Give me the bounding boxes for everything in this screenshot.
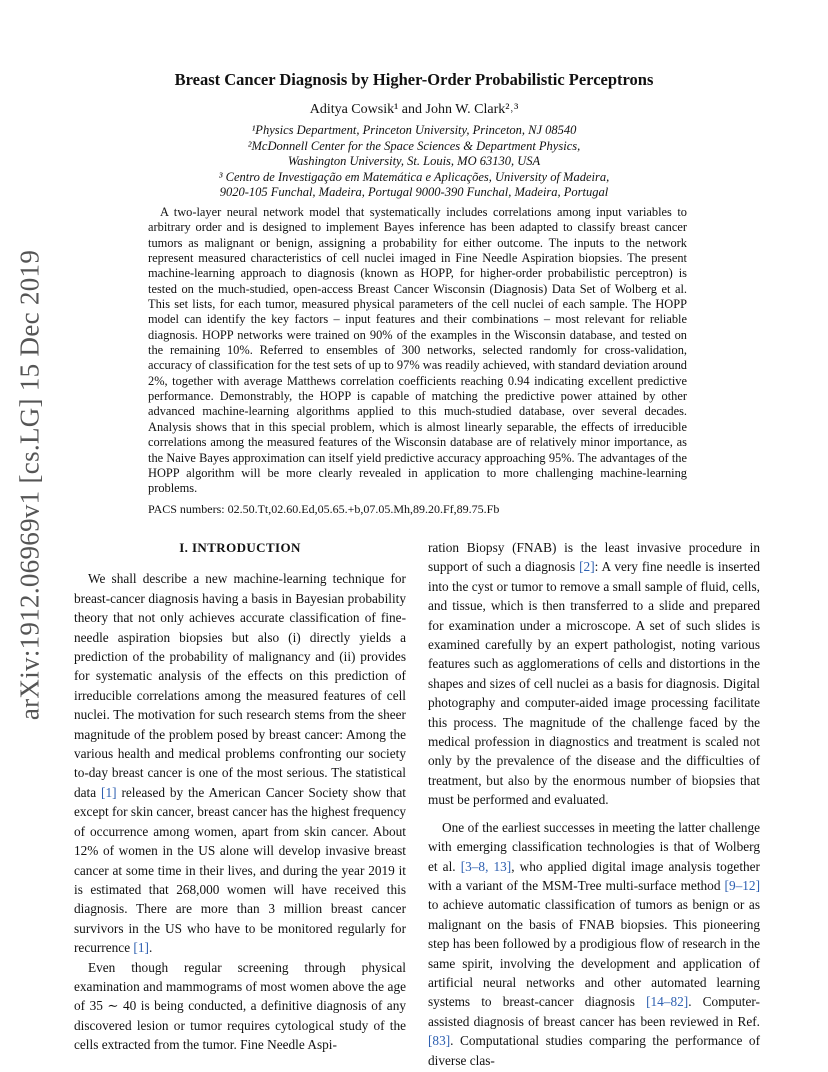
author-list: Aditya Cowsik¹ and John W. Clark²˒³: [309, 102, 519, 117]
affiliations: [120, 123, 708, 201]
right-column: [428, 538, 760, 1070]
paragraph: [428, 538, 760, 810]
paragraph-text: We shall describe a new machine-learning technique for breast-cancer diagnosis having a basis in Bayesian probability theory that not only achieves accurate classification of fine-needle aspiration biopsies but also (i) directly yields a prediction of the probability of malignancy and (ii) provides for systematic analysis of the effects on this prediction of irreducible correlations among the measured features of cell nuclei. The motivation for such research stems from the sheer magnitude of the problem posed by breast cancer: Among the various health and medical problems confronting our society to-day breast cancer is one of the most serious. The statistical data: [74, 571, 406, 800]
affiliation-line: ¹Physics Department, Princeton University, Princeton, NJ 08540: [251, 123, 577, 137]
citation-link[interactable]: [14–82]: [646, 994, 689, 1010]
paragraph-text: . Computer-assisted diagnosis of breast cancer has been reviewed in Ref.: [428, 994, 760, 1029]
citation-link[interactable]: [3–8, 13]: [460, 858, 512, 874]
section-heading: I. INTRODUCTION: [179, 540, 301, 555]
affiliation-line: ²McDonnell Center for the Space Sciences & Department Physics,: [247, 138, 581, 153]
affiliation-line: Washington University, St. Louis, MO 63130, USA: [287, 154, 541, 169]
paragraph-text: . Computational studies comparing the performance of diverse clas-: [428, 1033, 760, 1068]
paragraph-text: : A very fine needle is inserted into the cyst or tumor to remove a small sample of fluid, cells, and tissue, which is then transferred to a slide and prepared for examination under a microscope. A set of such slides is examined carefully by an expert pathologist, noting various features such as agglomerations of cells and distortions in the shapes and sizes of cell nuclei as a basis for diagnosis. Digital photography and computer-aided image processing facilitate this process. The magnitude of the challenge faced by the medical profession in diagnostics and treatment is scaled not only by the prevalence of the disease and the difficulties of treatment, but also by the enormous number of biopsies that must be performed and evaluated.: [428, 559, 760, 808]
abstract: [148, 205, 687, 497]
arxiv-sidebar-stamp: [8, 249, 52, 721]
left-column: [74, 538, 406, 1055]
citation-link[interactable]: [1]: [101, 784, 117, 800]
paragraph-text: to achieve automatic classification of tumors as benign or as malignant on the basis of FNAB biopsies. This pioneering step has been followed by a prodigious flow of research in the same spirit, involving the development and application of artificial neural networks and other automated learning systems to breast-cancer diagnosis: [428, 897, 760, 1010]
arxiv-identifier: arXiv:1912.06969v1 [cs.LG] 15 Dec 2019: [14, 249, 45, 721]
citation-link[interactable]: [83]: [428, 1033, 451, 1049]
paragraph: [74, 958, 406, 1055]
paragraph-text: Even though regular screening through physical examination and mammograms of most women above the age of 35 ∼ 40 is being conducted, a definitive diagnosis of any discovered lesion or tumor requires cytological study of the cells extracted from the tumor. Fine Needle Aspi-: [74, 959, 406, 1053]
paragraph: [428, 818, 760, 1070]
paragraph: [74, 569, 406, 957]
paragraph-text: released by the American Cancer Society show that except for skin cancer, breast cancer has the highest frequency of occurrence among women, apart from skin cancer. About 12% of women in the US alone will develop invasive breast cancer at some time in their lives, and during the year 2019 it is estimated that 268,000 women will have received this diagnosis. There are more than 3 million breast cancer survivors in the US who have to be monitored regularly for recurrence: [74, 784, 406, 956]
affiliation-line: ³ Centro de Investigação em Matemática e Aplicações, University of Madeira,: [218, 169, 610, 184]
paragraph-text: ration Biopsy (FNAB) is the least invasive procedure in support of such a diagnosis: [428, 540, 760, 575]
paper-title: Breast Cancer Diagnosis by Higher-Order Probabilistic Perceptrons: [174, 70, 654, 89]
citation-link[interactable]: [2]: [579, 559, 595, 575]
abstract-text: A two-layer neural network model that systematically includes correlations among input variables to arbitrary order and is designed to implement Bayes inference has been adapted to classify breast cancer tumors as malignant or benign, assigning a probability for either outcome. The inputs to the network represent measured characteristics of cell nuclei imaged in Fine Needle Aspiration biopsies. The present machine-learning approach to diagnosis (known as HOPP, for higher-order probabilistic perceptron) is tested on the much-studied, open-access Breast Cancer Wisconsin (Diagnosis) Data Set of Wolberg et al. This set lists, for each tumor, measured physical parameters of the cell nuclei of each sample. The HOPP model can identify the key factors – input features and their combinations – most relevant for reliable diagnosis. HOPP networks were trained on 90% of the examples in the Wisconsin database, and tested on the remaining 10%. Referred to ensembles of 300 networks, selected randomly for cross-validation, accuracy of classification for the test sets of up to 97% was readily achieved, with standard deviation around 2%, together with average Matthews correlation coefficients reaching 0.94 indicating excellent predictive performance. Demonstrably, the HOPP is capable of matching the predictive power attained by other advanced machine-learning algorithms applied to this much-studied database, over several decades. Analysis shows that in this special problem, which is almost linearly separable, the effects of irreducible correlations among the measured features of the Wisconsin database are of relatively minor importance, as the Naive Bayes approximation can itself yield predictive accuracy approaching 95%. The advantages of the HOPP algorithm will be more clearly revealed in application to more challenging machine-learning problems.: [148, 205, 687, 496]
paragraph-text: , who applied digital image analysis together with a variant of the MSM-Tree multi-surface method: [428, 858, 760, 893]
citation-link[interactable]: [9–12]: [724, 877, 760, 893]
citation-link[interactable]: [1]: [133, 940, 149, 956]
paragraph-text: One of the earliest successes in meeting the latter challenge with emerging classification technologies is that of Wolberg et al.: [428, 819, 760, 874]
affiliation-line: 9020-105 Funchal, Madeira, Portugal 9000-390 Funchal, Madeira, Portugal: [219, 185, 609, 200]
paragraph-text: .: [148, 940, 153, 956]
pacs-numbers: PACS numbers: 02.50.Tt,02.60.Ed,05.65.+b,07.05.Mh,89.20.Ff,89.75.Fb: [148, 502, 500, 516]
